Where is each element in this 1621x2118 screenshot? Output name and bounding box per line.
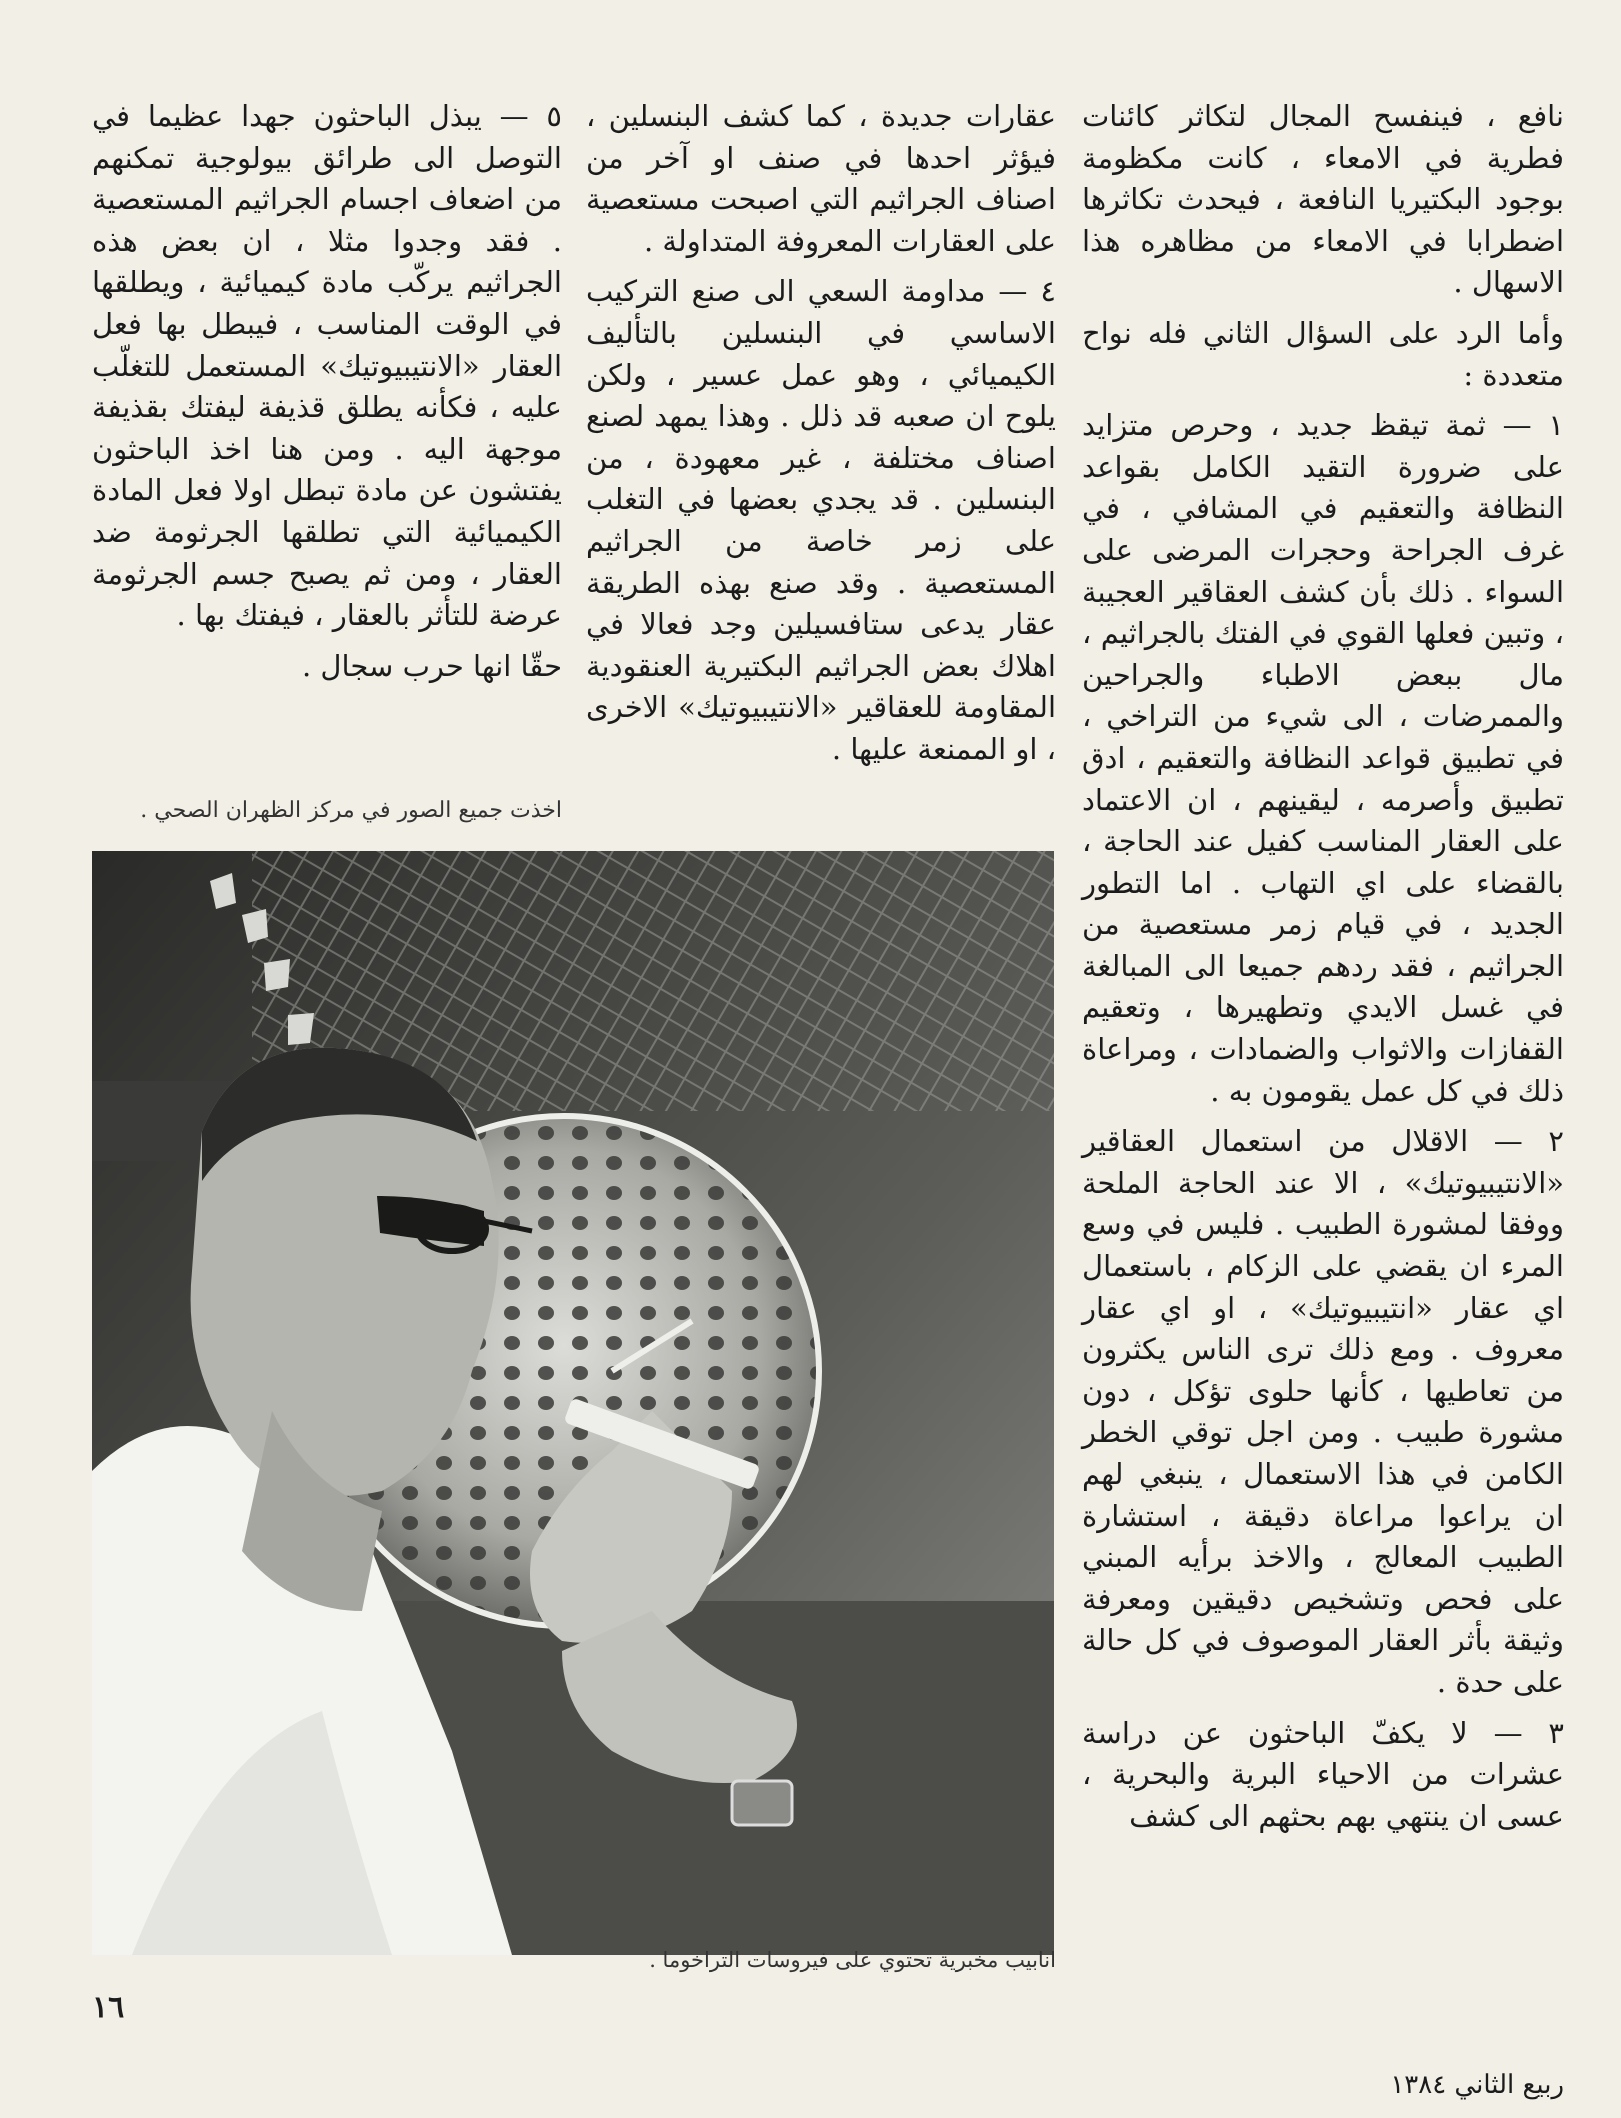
text-column-middle [586, 96, 1056, 780]
paragraph: ٣ — لا يكفّ الباحثون عن دراسة عشرات من الاحياء البرية والبحرية ، عسى ان ينتهي بهم بحثهم الى كشف [1082, 1715, 1564, 1833]
paragraph: ٤ — مداومة السعي الى صنع التركيب الاساسي في البنسلين بالتأليف الكيميائي ، وهو عمل عسير ، ولكن يلوح ان صعبه قد ذلل . وهذا يمهد لصنع اصناف مختلفة ، غير معهودة ، من البنسلين . قد يجدي بعضها في التغلب على زمر خاصة من الجراثيم المستعصية . وقد صنع بهذه الطريقة عقار يدعى ستافسيلين وجد فعالا في اهلاك بعض الجراثيم البكتيرية العنقودية المقاومة للعقاقير «الانتيبيوتيك» الاخرى ، او الممنعة عليها . [586, 274, 1056, 766]
paragraph: ٥ — يبذل الباحثون جهدا عظيما في التوصل الى طرائق بيولوجية تمكنهم من اضعاف اجسام الجراثيم المستعصية . فقد وجدوا مثلا ، ان بعض هذه الجراثيم يركّب مادة كيميائية ، ويطلقها في الوقت المناسب ، فيبطل بها فعل العقار «الانتيبيوتيك» المستعمل للتغلّب عليه ، فكأنه يطلق قذيفة ليفتك بقذيفة موجهة اليه . ومن هنا اخذ الباحثون يفتشون عن مادة تبطل اولا فعل المادة الكيميائية التي تطلقها الجرثومة ضد العقار ، ومن ثم يصبح جسم الجرثومة عرضة للتأثر بالعقار ، فيفتك بها . [92, 99, 562, 633]
issue-date: ربيع الثاني ١٣٨٤ [1390, 2070, 1564, 2100]
text-column-right [1082, 96, 1564, 1846]
paragraph: نافع ، فينفسح المجال لتكاثر كائنات فطرية في الامعاء ، كانت مكظومة بوجود البكتيريا النافعة ، فيحدث تكاثرها اضطرابا في الامعاء من مظاهره هذا الاسهال . [1082, 99, 1564, 300]
lab-photo [92, 851, 1054, 1955]
paragraph: حقّا انها حرب سجال . [301, 648, 562, 683]
photo-credit: اخذت جميع الصور في مركز الظهران الصحي . [140, 798, 562, 823]
text-column-left [92, 96, 562, 696]
paragraph: ١ — ثمة تيقظ جديد ، وحرص متزايد على ضرورة التقيد الكامل بقواعد النظافة والتعقيم في المشافي ، في غرف الجراحة وحجرات المرضى على السواء . ذلك بأن كشف العقاقير العجيبة ، وتبين فعلها القوي في الفتك بالجراثيم ، مال ببعض الاطباء والجراحين والممرضات ، الى شيء من التراخي ، في تطبيق قواعد النظافة والتعقيم ، ادق تطبيق وأصرمه ، ليقينهم ، ان الاعتماد على العقار المناسب كفيل عند الحاجة ، بالقضاء على اي التهاب . اما التطور الجديد ، في قيام زمر مستعصية من الجراثيم ، فقد ردهم جميعا الى المبالغة في غسل الايدي وتطهيرها ، وتعقيم القفازات والاثواب والضمادات ، ومراعاة ذلك في كل عمل يقومون به . [1082, 408, 1564, 1108]
photo-caption: انابيب مخبرية تحتوي على فيروسات التراخوما . [649, 1948, 1056, 1972]
paragraph: وأما الرد على السؤال الثاني فله نواح متعددة : [1082, 315, 1564, 392]
paragraph: عقارات جديدة ، كما كشف البنسلين ، فيؤثر احدها في صنف او آخر من اصناف الجراثيم التي اصبحت مستعصية على العقارات المعروفة المتداولة . [586, 99, 1056, 258]
page-number: ١٦ [92, 1990, 125, 2025]
paragraph: ٢ — الاقلال من استعمال العقاقير «الانتيبيوتيك» ، الا عند الحاجة الملحة ووفقا لمشورة الطبيب . فليس في وسع المرء ان يقضي على الزكام ، باستعمال اي عقار «انتيبيوتيك» ، او اي عقار معروف . ومع ذلك ترى الناس يكثرون من تعاطيها ، كأنها حلوى تؤكل ، دون مشورة طبيب . ومن اجل توقي الخطر الكامن في هذا الاستعمال ، ينبغي لهم ان يراعوا مراعاة دقيقة ، استشارة الطبيب المعالج ، والاخذ برأيه المبني على فحص وتشخيص دقيقين ومعرفة وثيقة بأثر العقار الموصوف في كل حالة على حدة . [1082, 1124, 1564, 1699]
